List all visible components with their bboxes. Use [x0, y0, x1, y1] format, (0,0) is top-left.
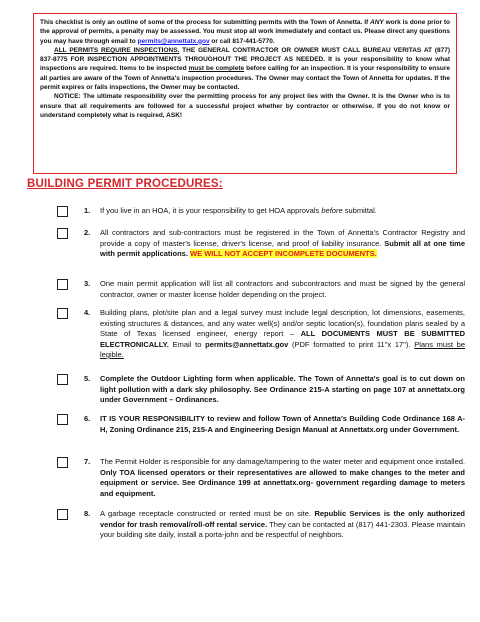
item-text-bold: Submit all at one time with permit applications. [100, 238, 466, 258]
checkbox[interactable] [57, 509, 68, 520]
checklist-item [57, 509, 465, 553]
notice-text: NOTICE: The ultimate responsibility over the permitting process for any project lies with the Owner. It is the Owner who is to ensure that all requirements are followed for a successful project whether by contractor or otherwise. If you do not know or understand completely what is required, ASK! [40, 93, 450, 119]
item-text-part: The Permit Holder is responsible for any damage/tampering to the water meter and equipment once installed. [100, 457, 465, 466]
permits-email-link[interactable]: permits@annettatx.gov [205, 339, 289, 349]
item-text-underlined: Plans must be legible. [100, 339, 465, 359]
page-title: BUILDING PERMIT PROCEDURES: [27, 178, 223, 190]
notice-text: or call 817-441-5770. [209, 37, 275, 45]
item-number: 1. [84, 206, 91, 215]
item-text-part: Email to [168, 339, 206, 349]
item-number: 7. [84, 457, 91, 466]
checklist-item [57, 228, 465, 272]
checklist-item [57, 414, 465, 448]
checkbox[interactable] [57, 206, 68, 217]
checklist-item [57, 206, 465, 220]
item-text [100, 457, 465, 499]
checkbox[interactable] [57, 414, 68, 425]
checkbox[interactable] [57, 374, 68, 385]
item-text: Complete the Outdoor Lighting form when applicable. The Town of Annetta's goal is to cut down on light pollution with a dark sky philosophy. See Ordinance 215-A starting on page 107 at annettatx.org under Government – Ordinances. [100, 374, 465, 404]
item-text [100, 228, 465, 260]
item-number: 5. [84, 374, 91, 383]
item-text-bold: Republic Services is the only authorized vendor for trash removal/roll-off rental service. [100, 509, 465, 529]
item-text-part: (PDF formatted to print 11"x 17"). [288, 339, 415, 349]
item-text-italic: before [321, 206, 343, 215]
highlighted-warning: WE WILL NOT ACCEPT INCOMPLETE DOCUMENTS. [190, 249, 377, 258]
notice-text: This checklist is only an outline of some of the process for submitting permits with the Town of Annetta. If [40, 19, 370, 26]
notice-text: THE GENERAL CONTRACTOR OR OWNER MUST CALL BUREAU VERITAS AT (877) 837-8775 FOR INSPECTION APPOINTMENTS THROUGHOUT THE PROJECT AS NEEDED. It is your responsibility to know what inspections are required. Items to be inspected [40, 46, 450, 73]
checklist-item [57, 279, 465, 303]
item-text [100, 308, 465, 361]
item-number: 4. [84, 308, 91, 317]
notice-text: before calling for an inspection. It is your responsibility to ensure all parties are aware of the Town of Annetta's inspection procedures. The Owner may contact the Town of Annetta for updates. If the permit expires or fails inspections, the Owner may be contacted. [40, 65, 450, 92]
checklist-item [57, 457, 465, 501]
checkbox[interactable] [57, 228, 68, 239]
checkbox[interactable] [57, 308, 68, 319]
checkbox[interactable] [57, 279, 68, 290]
notice-paragraph-3 [40, 92, 450, 120]
item-text-part: submittal. [342, 206, 377, 215]
notice-paragraph-1 [40, 18, 450, 46]
item-text-part: A garbage receptacle constructed or rented must be on site. [100, 509, 315, 518]
notice-underlined: must be complete [188, 65, 245, 73]
inspections-heading: ALL PERMITS REQUIRE INSPECTIONS. [54, 46, 180, 54]
checklist-item [57, 374, 465, 408]
item-text-bold: Only TOA licensed operators or their representatives are allowed to make changes to the meter and equipment or service. See Ordinance 199 at annettatx.org- government regarding damage to meters and equipment. [100, 467, 465, 498]
notice-paragraph-2 [40, 46, 450, 92]
item-text [100, 206, 465, 217]
item-text-part: If you live in an HOA, it is your responsibility to get HOA approvals [100, 206, 322, 215]
item-text: IT IS YOUR RESPONSIBILITY to review and follow Town of Annetta's Building Code Ordinance 168 A-H, Zoning Ordinance 215, 215-A and Engineering Design Manual at Annettatx.org under Government. [100, 414, 465, 434]
item-text-part: Building plans, plot/site plan and a legal survey must include legal description, lot dimensions, easements, existing structures & distances, and any water well(s) and/or septic location(s), foundation plans sealed by a State of Texas licensed engineer, energy report – [100, 308, 465, 338]
item-number: 8. [84, 509, 91, 518]
notice-emphasis: ANY [370, 19, 384, 26]
notice-box [33, 13, 457, 174]
item-number: 6. [84, 414, 91, 423]
item-text [100, 509, 465, 541]
item-text-bold: ALL DOCUMENTS MUST BE SUBMITTED ELECTRONICALLY. [100, 329, 465, 349]
checklist-item [57, 308, 465, 370]
item-text-part: All contractors and sub-contractors must be registered in the Town of Annetta's Contractor Registry and provide a copy of master's license, driver's license, and proof of liability insurance. [100, 228, 465, 248]
item-number: 3. [84, 279, 91, 288]
notice-text: work is done prior to the approval of permits, a penalty may be assessed. You must stop all work immediately and contact us. Please direct any questions you may have through email to [40, 19, 450, 45]
checkbox[interactable] [57, 457, 68, 468]
item-text: One main permit application will list all contractors and subcontractors and must be signed by the general contractor, owner or master license holder depending on the project. [100, 279, 465, 299]
permits-email-link[interactable]: permits@annettatx.gov [137, 37, 210, 45]
item-text-part: They can be contacted at (817) 441-2303. Please maintain your building site daily, install a porta-john and be respectful of neighbors. [100, 519, 466, 539]
item-number: 2. [84, 228, 91, 237]
